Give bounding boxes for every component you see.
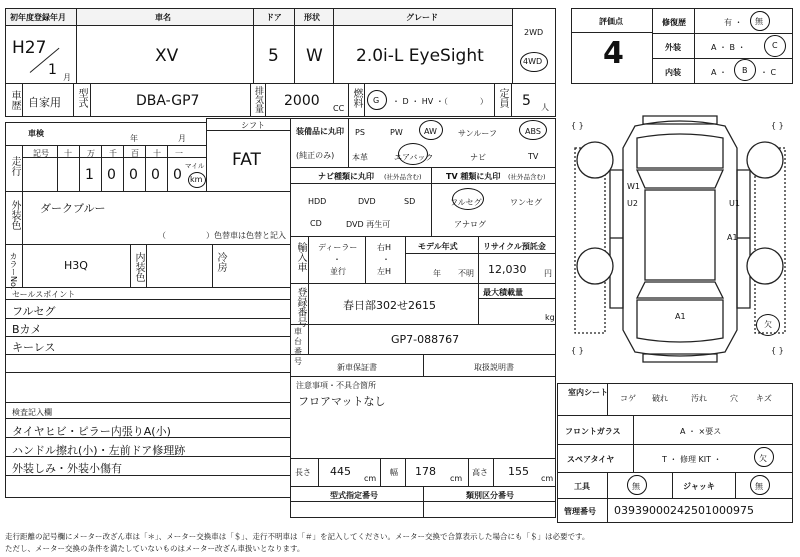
navi-dvd-play: DVD 再生可	[346, 220, 391, 229]
svg-text:{ }: { }	[571, 121, 584, 130]
footer-note-2: ただし、メーター交換の条件を満たしていないものはメーター改ざん車扱いとなります。	[5, 544, 305, 553]
seat-label: 室内シート	[568, 388, 608, 397]
shape-header	[294, 8, 334, 26]
color-no-label: カラーNo.	[9, 252, 18, 290]
mileage-digit: 0	[129, 167, 138, 183]
interior-color-label: 内装色	[133, 252, 144, 282]
footer-note-1: 走行距離の記号欄にメーター改ざん車は「＊」、メーター交換車は「＄」、走行不明車は「＃」を記入してください。メーター交換で合算表示した場合にも「＄」は必要です。	[5, 532, 590, 541]
equip-pw: PW	[390, 128, 403, 137]
mileage-label: 走行	[9, 156, 20, 176]
seat-burn: コゲ	[620, 394, 636, 403]
svg-text:{ }: { }	[571, 346, 584, 355]
score-value: 4	[603, 36, 624, 71]
max-load-label: 最大積載量	[483, 288, 523, 297]
height-value: 155	[508, 465, 529, 478]
shift-value: FAT	[232, 150, 261, 170]
navi-types-sub: (社外品含む)	[384, 173, 422, 181]
cc-unit: CC	[333, 104, 345, 113]
equip-ps: PS	[355, 128, 365, 137]
warranty-manual: 取扱説明書	[474, 363, 514, 372]
mileage-digit: 1	[85, 167, 94, 183]
spare-label: スペアタイヤ	[567, 455, 615, 464]
displacement-label: 排気量	[253, 86, 263, 113]
model-label: 型式	[76, 88, 87, 108]
inspection-year: 年	[130, 134, 138, 143]
jack-label: ジャッキ	[683, 482, 715, 491]
navi-hdd: HDD	[308, 197, 327, 206]
length-label: 長さ	[295, 468, 311, 477]
damage-mark-a1-rear: A1	[675, 312, 686, 321]
max-load-kg: kg	[545, 313, 555, 322]
mgmt-value: 03939000242501000975	[614, 504, 754, 517]
equip-sunroof: サンルーフ	[458, 129, 497, 138]
capacity-label: 定員	[497, 88, 508, 108]
month-unit: 月	[63, 73, 71, 82]
shift-label: シフト	[241, 121, 265, 130]
import-label: 輸入車	[295, 242, 306, 272]
model-year-label: モデル年式	[418, 242, 458, 251]
exterior-grade-label: 外装	[665, 43, 681, 52]
recycle-yen: 円	[544, 269, 552, 278]
tools-label: 工具	[574, 482, 590, 491]
damage-mark-u2: U2	[627, 199, 638, 208]
mileage-mile: マイル	[185, 162, 205, 170]
shape-value: W	[306, 46, 323, 66]
capacity-unit: 人	[541, 103, 549, 112]
registration-value: 春日部302せ2615	[343, 299, 436, 312]
exterior-options: A ・ B ・	[711, 43, 746, 52]
exterior-color-note: （ ）色替車は色替と記入	[158, 231, 286, 240]
width-value: 178	[415, 465, 436, 478]
width-cm: cm	[450, 474, 463, 483]
car-name-value: XV	[155, 46, 179, 66]
drive-4wd: 4WD	[523, 57, 543, 66]
fuel-options: ・ D ・ HV ・（ ）	[392, 97, 488, 106]
recycle-label: リサイクル預託金	[483, 242, 546, 251]
inspection-label: 車検	[28, 129, 44, 138]
mileage-header-ichi: 一	[175, 149, 183, 158]
jack-value: 無	[755, 482, 763, 491]
mileage-km: km	[190, 175, 203, 184]
mileage-header-10man: 十	[64, 149, 72, 158]
reg-year-value: H27	[12, 38, 47, 58]
equip-aw: AW	[424, 127, 437, 136]
damage-mark-missing: 欠	[764, 320, 772, 329]
type-designation-label: 型式指定番号	[330, 491, 378, 500]
grade-header	[333, 8, 513, 26]
damage-mark-u1: U1	[729, 199, 740, 208]
spare-circled: 欠	[759, 454, 767, 463]
tv-types-sub: (社外品含む)	[508, 173, 546, 181]
svg-text:{ }: { }	[771, 346, 784, 355]
reg-month-value: 1	[48, 62, 57, 78]
import-right-h: 右H	[377, 243, 392, 252]
mileage-digit: 0	[151, 167, 160, 183]
car-name-header	[76, 8, 254, 26]
damage-mark-a1-side: A1	[727, 233, 738, 242]
color-no-value: H3Q	[64, 259, 88, 272]
import-parallel: 並行	[330, 267, 346, 276]
sales-point-item: キーレス	[12, 341, 56, 354]
car-name-label: 車名	[155, 13, 171, 22]
equipment-sublabel: (純正のみ)	[296, 151, 335, 160]
mileage-header-hyaku: 百	[131, 149, 139, 158]
tv-analog: アナログ	[454, 220, 486, 229]
seat-hole: 穴	[730, 394, 738, 403]
windshield-value: A ・ ×要ス	[680, 427, 722, 436]
class-number-label: 類別区分番号	[466, 491, 514, 500]
grade-cell	[333, 25, 513, 84]
sales-point-item: Bカメ	[12, 323, 42, 336]
mileage-digit: 0	[173, 167, 182, 183]
inspection-notes-label: 検査記入欄	[12, 408, 52, 417]
import-dot: ・	[333, 255, 341, 264]
doors-value: 5	[268, 46, 279, 66]
score-label: 評価点	[599, 17, 623, 26]
capacity-value: 5	[522, 93, 531, 109]
windshield-label: フロントガラス	[565, 427, 621, 436]
grade-label: グレード	[406, 13, 438, 22]
warranty-new-car: 新車保証書	[337, 363, 377, 372]
mgmt-label: 管理番号	[564, 507, 596, 516]
sales-points-label: セールスポイント	[12, 290, 76, 299]
length-cm: cm	[364, 474, 377, 483]
seat-tear: 破れ	[652, 394, 668, 403]
interior-circled: B	[742, 66, 748, 75]
equip-tv: TV	[528, 152, 539, 161]
drive-2wd: 2WD	[524, 28, 544, 37]
model-year-unknown: 不明	[458, 269, 474, 278]
tools-value: 無	[632, 482, 640, 491]
reg-year-header	[5, 8, 77, 26]
fuel-g: G	[373, 96, 380, 105]
width-label: 幅	[390, 468, 398, 477]
color-no-row	[5, 244, 291, 288]
displacement-value: 2000	[284, 93, 320, 109]
repair-label: 修復歴	[662, 18, 686, 27]
mileage-digit: 0	[107, 167, 116, 183]
drive-cell	[512, 8, 556, 84]
height-cm: cm	[541, 474, 554, 483]
svg-text:{ }: { }	[771, 121, 784, 130]
import-left-h: 左H	[377, 267, 392, 276]
height-label: 高さ	[472, 468, 488, 477]
door-cell	[253, 25, 295, 84]
exterior-circled: C	[772, 41, 778, 50]
use-label: 車歴	[9, 90, 20, 110]
interior-grade-label: 内装	[665, 68, 681, 77]
tv-oneseg: ワンセグ	[510, 198, 542, 207]
spare-options: T ・ 修理 KIT ・	[662, 455, 722, 464]
equip-navi: ナビ	[470, 153, 486, 162]
model-year-unit: 年	[433, 269, 441, 278]
door-label: ドア	[266, 13, 282, 22]
navi-cd: CD	[310, 219, 322, 228]
damage-mark-w1: W1	[627, 182, 640, 191]
import-dot: ・	[382, 255, 390, 264]
tv-fullseg: フルセグ	[450, 198, 482, 207]
chassis-value: GP7-088767	[391, 333, 460, 346]
sales-point-item: フルセグ	[12, 305, 56, 318]
mileage-header-sen: 千	[109, 149, 117, 158]
tv-types-label: TV 種類に丸印	[446, 172, 501, 181]
inspection-month: 月	[178, 134, 186, 143]
exterior-color-value: ダークブルー	[40, 202, 106, 215]
equip-airbag: エアバック	[394, 153, 434, 162]
interior-options-c: ・ C	[760, 68, 777, 77]
shape-label: 形状	[304, 13, 320, 22]
seat-scratch: キズ	[756, 394, 772, 403]
car-name-cell	[76, 25, 254, 84]
recycle-value: 12,030	[488, 263, 527, 276]
model-value: DBA-GP7	[136, 93, 200, 109]
door-header	[253, 8, 295, 26]
notes-label: 注意事項・不具合箇所	[296, 381, 376, 390]
import-dealer: ディーラー	[318, 243, 358, 252]
equip-abs: ABS	[525, 127, 541, 136]
navi-sd: SD	[404, 197, 416, 206]
repair-options: 有 ・	[724, 18, 743, 27]
cooler-label: 冷房	[215, 252, 226, 272]
interior-options-a: A ・	[711, 68, 728, 77]
grade-value: 2.0i-L EyeSight	[356, 46, 484, 66]
notes-value: フロアマットなし	[298, 395, 386, 408]
inspection-note-item: タイヤヒビ・ピラー内張りA(小)	[12, 425, 171, 438]
reg-year-label: 初年度登録年月	[10, 13, 66, 22]
fuel-label: 燃料	[351, 88, 362, 108]
mileage-header-ju: 十	[153, 149, 161, 158]
inspection-note-item: 外装しみ・外装小傷有	[12, 462, 122, 475]
navi-types-label: ナビ種類に丸印	[318, 172, 374, 181]
equip-leather: 本革	[352, 153, 368, 162]
registration-label: 登録番号	[295, 287, 306, 327]
mileage-header-man: 万	[87, 149, 95, 158]
seat-stain: 汚れ	[691, 394, 707, 403]
inspection-note-item: ハンドル擦れ(小)・左前ドア修理跡	[12, 444, 186, 457]
mileage-header-sign: 記号	[33, 149, 49, 158]
use-value: 自家用	[28, 96, 61, 109]
length-value: 445	[330, 465, 351, 478]
repair-none: 無	[755, 17, 763, 26]
equipment-label: 装備品に丸印	[296, 127, 344, 136]
exterior-color-label: 外装色	[9, 200, 20, 230]
chassis-label: 車台番号	[294, 327, 302, 366]
shape-cell	[294, 25, 334, 84]
navi-dvd: DVD	[358, 197, 376, 206]
